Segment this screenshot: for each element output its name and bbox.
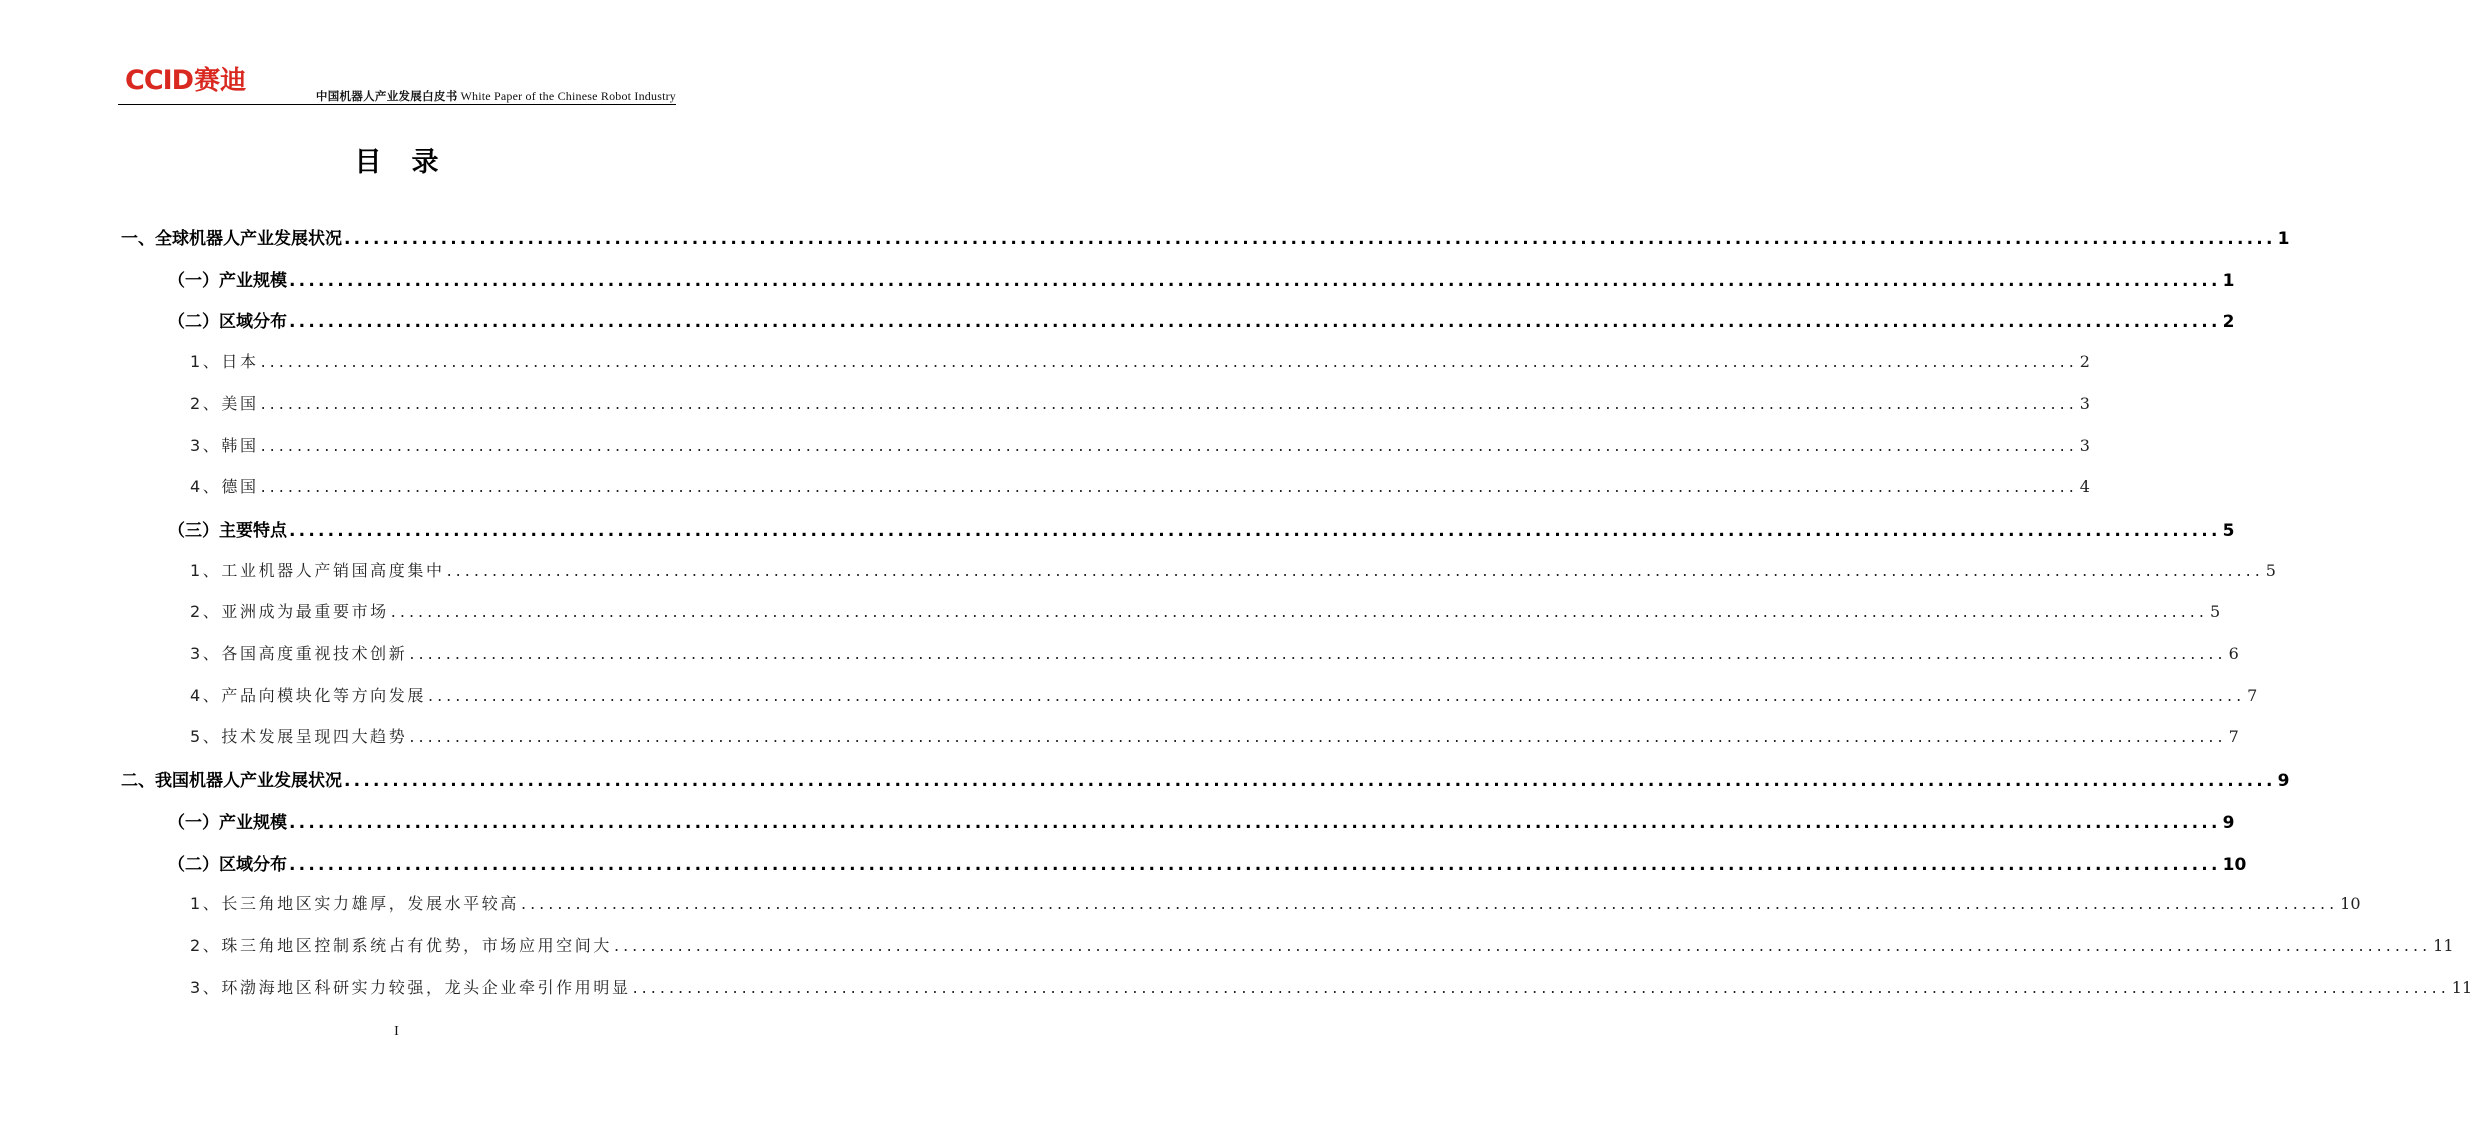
toc-entry-page: 9 xyxy=(2277,771,2290,792)
toc-entry-label: 2、美国 xyxy=(190,393,259,413)
toc-entry[interactable] xyxy=(190,391,2090,421)
toc-entry[interactable] xyxy=(168,307,2235,337)
toc-entry-page: 7 xyxy=(2247,685,2258,705)
toc-entry-label: （三）主要特点 xyxy=(168,520,287,541)
toc-entry-label: （一）产业规模 xyxy=(168,270,287,291)
toc-leader-dots: ........................................................................................................................................................................................................ xyxy=(289,270,2221,291)
toc-leader-dots: ........................................................................................................................................................................................................ xyxy=(344,771,2276,792)
toc-entry-label: 1、日本 xyxy=(190,352,259,372)
toc-entry-page: 6 xyxy=(2228,644,2239,663)
toc-entry-page: 5 xyxy=(2209,602,2221,622)
toc-entry-page: 10 xyxy=(2340,894,2361,914)
toc-leader-dots: ........................................................................................................................................................................................................ xyxy=(260,435,2078,455)
toc-leader-dots: ........................................................................................................................................................................................................ xyxy=(409,644,2227,663)
logo-latin-text: CCID xyxy=(125,65,194,96)
header-title-en: White Paper of the Chinese Robot Industry xyxy=(460,89,676,103)
toc-entry-page: 2 xyxy=(2222,312,2235,333)
logo-chinese-text: 赛迪 xyxy=(194,66,247,96)
toc-entry-label: 2、亚洲成为最重要市场 xyxy=(190,602,389,622)
toc-entry[interactable] xyxy=(168,850,2247,880)
toc-entry-label: 2、珠三角地区控制系统占有优势，市场应用空间大 xyxy=(190,935,612,955)
header-title-cn: 中国机器人产业发展白皮书 xyxy=(315,89,458,103)
toc-entry-page: 11 xyxy=(2451,977,2472,997)
toc-entry[interactable] xyxy=(190,433,2090,463)
toc-title: 目录 xyxy=(354,147,469,178)
toc-entry-label: 4、德国 xyxy=(190,477,259,497)
toc-entry[interactable] xyxy=(190,599,2221,629)
ccid-logo xyxy=(125,66,246,96)
toc-entry-label: （一）产业规模 xyxy=(168,812,287,833)
toc-entry[interactable] xyxy=(190,683,2258,713)
toc-entry-page: 10 xyxy=(2222,854,2247,875)
toc-entry-page: 3 xyxy=(2079,435,2090,455)
toc-entry-label: 一、全球机器人产业发展状况 xyxy=(121,229,342,249)
toc-leader-dots: ........................................................................................................................................................................................................ xyxy=(289,312,2221,333)
toc-entry[interactable] xyxy=(121,766,2290,796)
toc-entry-page: 3 xyxy=(2079,393,2090,413)
toc-entry-label: （二）区域分布 xyxy=(168,854,287,875)
toc-entry[interactable] xyxy=(190,558,2276,588)
toc-entry-page: 2 xyxy=(2079,352,2090,372)
page-number: I xyxy=(394,1024,399,1039)
toc-leader-dots: ........................................................................................................................................................................................................ xyxy=(289,854,2221,875)
toc-entry[interactable] xyxy=(190,975,2472,1005)
toc-entry-page: 1 xyxy=(2277,229,2290,249)
toc-entry-page: 5 xyxy=(2265,560,2276,580)
header-title xyxy=(316,88,676,104)
toc-leader-dots: ........................................................................................................................................................................................................ xyxy=(260,393,2078,413)
toc-leader-dots: ........................................................................................................................................................................................................ xyxy=(427,685,2246,705)
toc-entry-label: 1、工业机器人产销国高度集中 xyxy=(190,560,445,580)
toc-leader-dots: ........................................................................................................................................................................................................ xyxy=(344,229,2276,249)
toc-leader-dots: ........................................................................................................................................................................................................ xyxy=(409,727,2227,747)
toc-entry[interactable] xyxy=(121,224,2290,254)
toc-entry-label: 3、韩国 xyxy=(190,435,259,455)
toc-leader-dots: ........................................................................................................................................................................................................ xyxy=(260,352,2078,372)
toc-entry-label: 5、技术发展呈现四大趋势 xyxy=(190,727,408,747)
toc-entry[interactable] xyxy=(190,474,2090,504)
toc-leader-dots: ........................................................................................................................................................................................................ xyxy=(289,520,2221,541)
toc-leader-dots: ........................................................................................................................................................................................................ xyxy=(289,812,2221,833)
toc-entry-page: 1 xyxy=(2222,270,2235,291)
toc-entry-label: 3、各国高度重视技术创新 xyxy=(190,644,408,663)
toc-entry-page: 11 xyxy=(2433,935,2454,955)
toc-entry-label: 二、我国机器人产业发展状况 xyxy=(121,771,342,792)
toc-entry[interactable] xyxy=(190,891,2361,921)
toc-leader-dots: ........................................................................................................................................................................................................ xyxy=(613,935,2432,955)
toc-entry[interactable] xyxy=(190,724,2239,754)
toc-entry[interactable] xyxy=(168,808,2235,838)
toc-entry[interactable] xyxy=(190,933,2454,963)
header-divider xyxy=(118,104,676,105)
toc-leader-dots: ........................................................................................................................................................................................................ xyxy=(520,894,2339,914)
toc-leader-dots: ........................................................................................................................................................................................................ xyxy=(260,477,2078,497)
toc-entry[interactable] xyxy=(168,266,2235,296)
toc-entry-page: 9 xyxy=(2222,812,2235,833)
toc-entry-label: 4、产品向模块化等方向发展 xyxy=(190,685,426,705)
toc-entry-page: 5 xyxy=(2222,520,2235,541)
toc-entry-page: 7 xyxy=(2228,727,2239,747)
toc-entry-page: 4 xyxy=(2079,477,2090,497)
toc-entry[interactable] xyxy=(190,349,2090,379)
toc-entry-label: （二）区域分布 xyxy=(168,312,287,333)
page-header xyxy=(118,62,676,106)
toc-entry[interactable] xyxy=(168,516,2235,546)
toc-entry[interactable] xyxy=(190,641,2239,671)
toc-leader-dots: ........................................................................................................................................................................................................ xyxy=(632,977,2450,997)
toc-leader-dots: ........................................................................................................................................................................................................ xyxy=(390,602,2208,622)
toc-entry-label: 3、环渤海地区科研实力较强，龙头企业牵引作用明显 xyxy=(190,977,631,997)
toc-entry-label: 1、长三角地区实力雄厚，发展水平较高 xyxy=(190,894,519,914)
toc-leader-dots: ........................................................................................................................................................................................................ xyxy=(446,560,2264,580)
